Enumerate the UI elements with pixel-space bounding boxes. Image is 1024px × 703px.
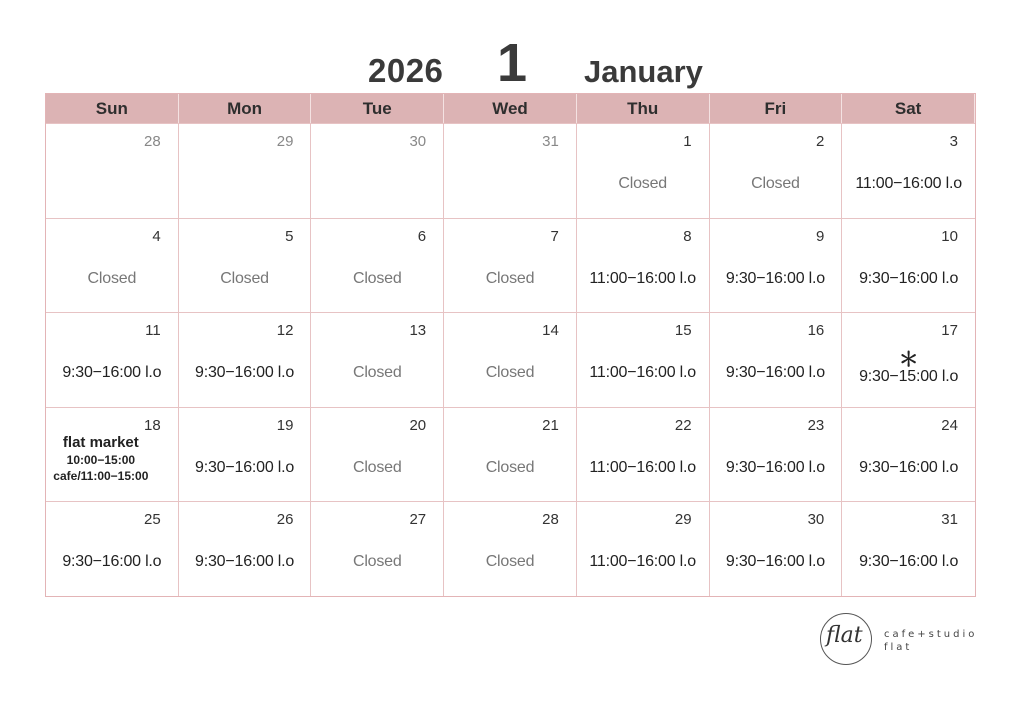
day-cell: [842, 218, 975, 313]
day-number: 29: [276, 133, 294, 150]
day-number: 16: [807, 322, 825, 340]
day-number: 15: [674, 322, 692, 340]
day-number: 31: [542, 133, 559, 150]
day-number: 5: [285, 227, 294, 245]
day-cell: [311, 501, 444, 596]
day-number: 4: [152, 227, 161, 245]
day-number: 14: [542, 322, 559, 340]
day-number: 30: [807, 511, 825, 529]
closed-label: Closed: [751, 175, 800, 192]
hours-label: 9:30−16:00 l.o: [859, 269, 959, 287]
day-cell: [577, 501, 710, 596]
closed-label: Closed: [485, 269, 535, 287]
hours-label: 9:30−16:00 l.o: [195, 553, 295, 571]
calendar-grid: [45, 93, 976, 597]
day-cell: [577, 123, 710, 218]
logo-tagline: cafe+studio: [884, 629, 978, 640]
year-label: 2026: [368, 52, 444, 89]
day-number: 21: [542, 416, 559, 434]
day-number: 22: [674, 416, 692, 434]
brand-logo: [820, 613, 990, 673]
day-cell: [444, 407, 577, 502]
day-number: 10: [941, 227, 958, 245]
calendar-header: [0, 30, 1024, 94]
day-cell: [710, 407, 843, 502]
day-number: 2: [815, 133, 825, 150]
day-cell: [577, 312, 710, 407]
closed-label: Closed: [220, 269, 269, 287]
day-cell: [710, 218, 843, 313]
weekday-header-sat: Sat: [842, 94, 975, 123]
day-number: 25: [144, 511, 161, 529]
event-block: [46, 434, 156, 483]
day-cell: [710, 501, 843, 596]
day-number: 11: [145, 322, 161, 340]
day-number: 24: [941, 416, 958, 434]
hours-label: 11:00−16:00 l.o: [589, 364, 696, 382]
day-number: 27: [409, 511, 427, 529]
day-cell: [444, 312, 577, 407]
weekday-header-tue: Tue: [311, 94, 444, 123]
day-cell: [46, 407, 179, 502]
day-cell: [46, 123, 179, 218]
weekday-header-wed: Wed: [444, 94, 577, 123]
weekday-header-thu: Thu: [577, 94, 710, 123]
day-cell: [842, 501, 975, 596]
hours-label: 9:30−16:00 l.o: [195, 458, 295, 476]
day-number: 8: [683, 227, 692, 245]
closed-label: Closed: [618, 175, 667, 192]
event-title: flat market: [62, 433, 139, 451]
day-number: 30: [409, 133, 427, 150]
day-number: 26: [276, 511, 294, 529]
day-cell: [46, 218, 179, 313]
event-time: cafe/11:00−15:00: [53, 468, 149, 483]
day-number: 6: [417, 227, 427, 245]
hours-label: 9:30−16:00 l.o: [859, 553, 959, 571]
day-cell: [710, 312, 843, 407]
month-name: January: [584, 54, 703, 89]
hours-label: 9:30−16:00 l.o: [725, 269, 825, 287]
weekday-header-sun: Sun: [46, 94, 179, 123]
day-cell: [179, 501, 312, 596]
hours-label: 9:30−16:00 l.o: [859, 458, 959, 476]
day-number: 13: [409, 322, 427, 340]
day-number: 7: [550, 227, 559, 245]
closed-label: Closed: [485, 553, 535, 571]
closed-label: Closed: [485, 458, 535, 476]
day-number: 9: [815, 227, 825, 245]
hours-label: 9:30−16:00 l.o: [195, 364, 295, 382]
event-time: 10:00−15:00: [66, 452, 136, 467]
closed-label: Closed: [352, 269, 402, 287]
day-cell: [311, 218, 444, 313]
day-number: 19: [276, 416, 294, 434]
day-cell: [46, 312, 179, 407]
closed-label: Closed: [485, 364, 535, 382]
day-cell: [311, 407, 444, 502]
day-cell: [311, 312, 444, 407]
hours-label: 9:30−16:00 l.o: [725, 458, 825, 476]
hours-label: 9:30−16:00 l.o: [725, 553, 825, 571]
day-cell: [179, 218, 312, 313]
day-number: 18: [144, 416, 161, 434]
day-cell: [179, 123, 312, 218]
weekday-header-mon: Mon: [179, 94, 312, 123]
day-cell: [46, 501, 179, 596]
day-number: 28: [144, 133, 161, 150]
hours-label: 9:30−15:00 l.o: [859, 368, 959, 386]
day-cell: [577, 218, 710, 313]
day-number: 23: [807, 416, 825, 434]
day-number: 17: [941, 322, 958, 340]
day-number: 31: [941, 511, 958, 529]
hours-label: 11:00−16:00 l.o: [589, 553, 696, 571]
hours-label: 11:00−16:00 l.o: [855, 175, 962, 192]
day-cell: [842, 407, 975, 502]
day-number: 20: [409, 416, 427, 434]
closed-label: Closed: [87, 269, 137, 287]
day-number: 28: [542, 511, 559, 529]
day-cell: [577, 407, 710, 502]
day-cell: [311, 123, 444, 218]
closed-label: Closed: [352, 458, 402, 476]
hours-label: 9:30−16:00 l.o: [62, 553, 162, 571]
hours-label: 11:00−16:00 l.o: [589, 269, 696, 287]
day-cell: [179, 407, 312, 502]
hours-label: 11:00−16:00 l.o: [589, 458, 696, 476]
day-number: 29: [674, 511, 692, 529]
asterisk-mark: ＊: [898, 349, 919, 372]
day-cell: [444, 123, 577, 218]
day-number: 1: [683, 133, 692, 150]
day-cell: [179, 312, 312, 407]
day-cell: [444, 218, 577, 313]
day-number: 3: [949, 133, 958, 150]
closed-label: Closed: [352, 553, 402, 571]
month-number: 1: [497, 33, 528, 93]
day-cell: [842, 123, 975, 218]
day-cell: [444, 501, 577, 596]
day-cell: [710, 123, 843, 218]
logo-name: flat: [884, 642, 913, 653]
logo-script: flat: [826, 623, 863, 648]
hours-label: 9:30−16:00 l.o: [725, 364, 825, 382]
weekday-header-fri: Fri: [710, 94, 843, 123]
hours-label: 9:30−16:00 l.o: [62, 364, 162, 382]
closed-label: Closed: [352, 364, 402, 382]
day-number: 12: [276, 322, 294, 340]
day-cell: [842, 312, 975, 407]
